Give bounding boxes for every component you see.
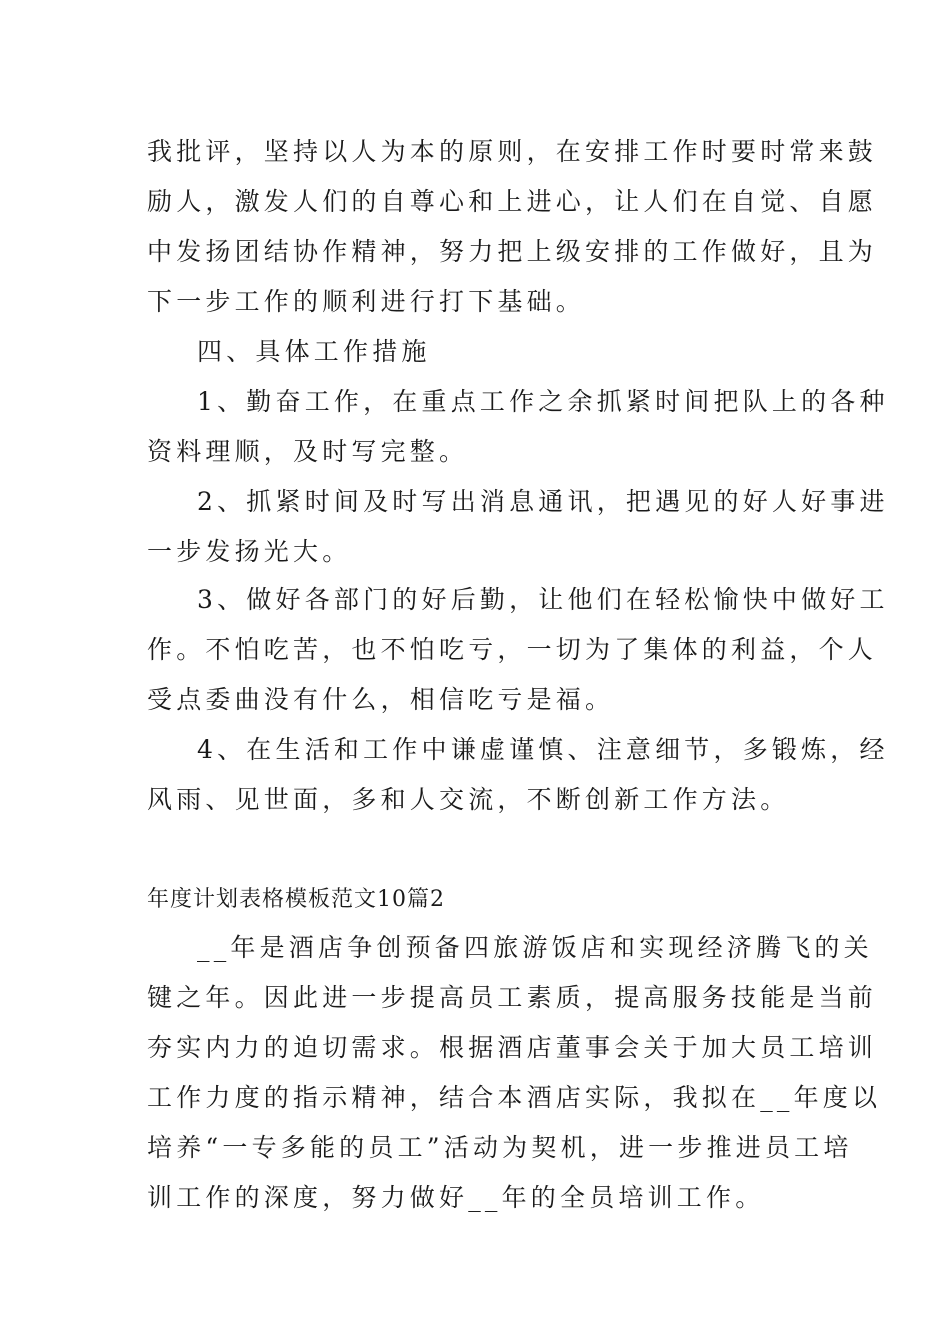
paragraph-line: 我批评，坚持以人为本的原则，在安排工作时要时常来鼓 [147,137,878,166]
list-item-line: 作。不怕吃苦，也不怕吃亏，一切为了集体的利益，个人 [147,635,878,664]
section-heading: 四、具体工作措施 [197,337,431,366]
paragraph-line: 夯实内力的迫切需求。根据酒店董事会关于加大员工培训 [147,1033,878,1062]
list-item-line: 风雨、见世面，多和人交流，不断创新工作方法。 [147,785,790,814]
paragraph-line: 励人，激发人们的自尊心和上进心，让人们在自觉、自愿 [147,187,878,216]
list-item-line: 3、做好各部门的好后勤，让他们在轻松愉快中做好工 [197,585,889,614]
list-item-line: 一步发扬光大。 [147,537,352,566]
paragraph-line: 工作力度的指示精神，结合本酒店实际，我拟在__年度以 [147,1083,882,1112]
paragraph-line: 培养“一专多能的员工”活动为契机，进一步推进员工培 [147,1133,853,1162]
list-item-line: 1、勤奋工作，在重点工作之余抓紧时间把队上的各种 [197,387,889,416]
document-title: 年度计划表格模板范文10篇2 [147,887,445,912]
list-item-line: 2、抓紧时间及时写出消息通讯，把遇见的好人好事进 [197,487,889,516]
paragraph-line: 键之年。因此进一步提高员工素质，提高服务技能是当前 [147,983,878,1012]
list-item-line: 4、在生活和工作中谦虚谨慎、注意细节，多锻炼，经 [197,735,889,764]
list-item-line: 资料理顺，及时写完整。 [147,437,469,466]
list-item-line: 受点委曲没有什么，相信吃亏是福。 [147,685,615,714]
paragraph-line: 中发扬团结协作精神，努力把上级安排的工作做好，且为 [147,237,878,266]
paragraph-line: 下一步工作的顺利进行打下基础。 [147,287,586,316]
paragraph-line: 训工作的深度，努力做好__年的全员培训工作。 [147,1183,765,1212]
paragraph-line: __年是酒店争创预备四旅游饭店和实现经济腾飞的关 [197,933,873,962]
